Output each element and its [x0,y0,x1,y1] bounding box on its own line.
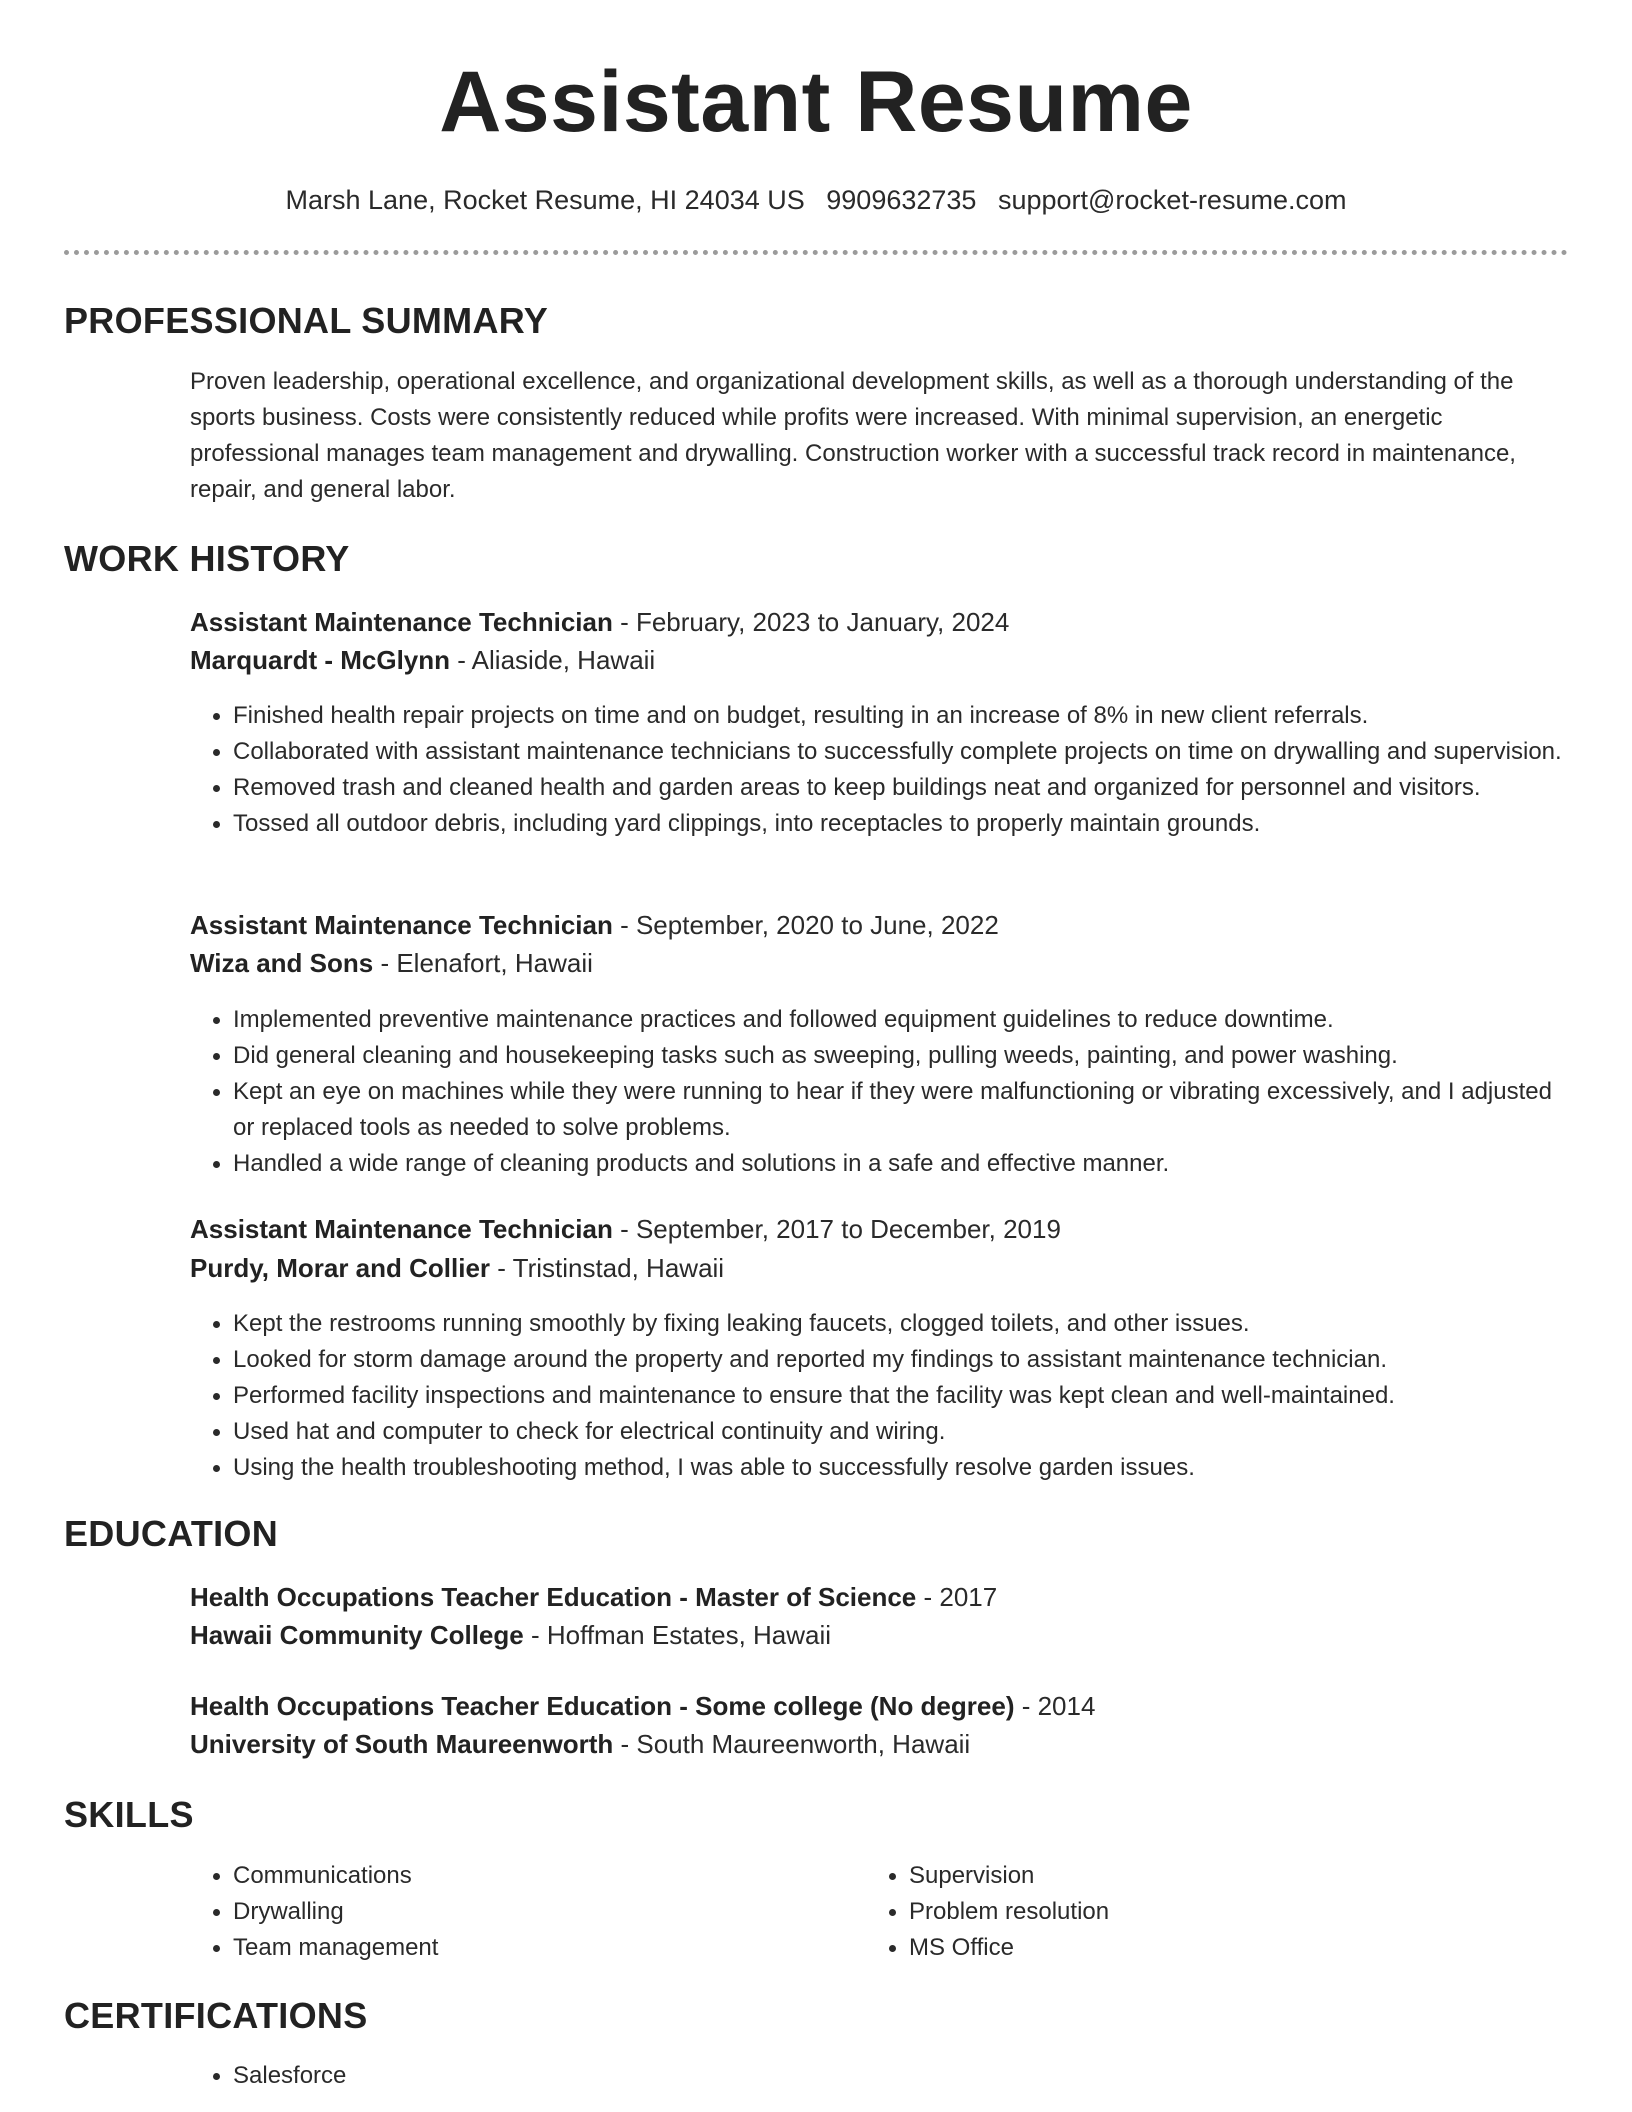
job-company: Purdy, Morar and Collier [190,1253,491,1283]
list-item: • Implemented preventive maintenance practices and followed equipment guidelines to reduce downtime. [233,1002,1573,1038]
education-degree-line [190,1687,1095,1725]
job-role: Assistant Maintenance Technician [190,1214,613,1244]
list-item: • Salesforce [233,2058,1573,2094]
job-location: - Aliaside, Hawaii [450,645,656,675]
job-company: Wiza and Sons [190,948,374,978]
list-item: • Handled a wide range of cleaning products and solutions in a safe and effective manner. [233,1146,1573,1182]
summary-text: Proven leadership, operational excellence, and organizational development skills, as well as a thorough understanding of the sports business. Costs were consistently reduced while profits were increased. With minimal supervision, an energetic professional manages team management and drywalling. Construction worker with a successful track record in maintenance, repair, and general labor. [190,368,1516,503]
certifications-list [190,2058,1573,2094]
list-item: • Tossed all outdoor debris, including yard clippings, into receptacles to properly maintain grounds. [233,806,1573,842]
job-role: Assistant Maintenance Technician [190,607,613,637]
job-title-line [190,1210,1061,1248]
list-item: • Team management [233,1930,853,1966]
contact-info [0,180,1632,220]
list-item: • Used hat and computer to check for electrical continuity and wiring. [233,1414,1573,1450]
list-item: • Looked for storm damage around the property and reported my findings to assistant maintenance technician. [233,1342,1573,1378]
skills-list-right [866,1858,1529,1966]
job-company-line [190,1249,724,1287]
list-item: • Kept the restrooms running smoothly by fixing leaking faucets, clogged toilets, and other issues. [233,1306,1573,1342]
job-company-line [190,641,655,679]
contact-address: Marsh Lane, Rocket Resume, HI 24034 US [285,185,805,215]
list-item: • MS Office [909,1930,1529,1966]
education-year: - 2014 [1014,1691,1096,1721]
job-company: Marquardt - McGlynn [190,645,451,675]
job-dates: - September, 2017 to December, 2019 [612,1214,1061,1244]
list-item: • Problem resolution [909,1894,1529,1930]
education-school: University of South Maureenworth [190,1729,614,1759]
list-item: • Performed facility inspections and maintenance to ensure that the facility was kept clean and well-maintained. [233,1378,1573,1414]
job-company-line [190,944,593,982]
contact-phone: 9909632735 [826,185,977,215]
education-degree-line [190,1578,997,1616]
section-title-summary: PROFESSIONAL SUMMARY [64,300,549,341]
list-item: • Removed trash and cleaned health and garden areas to keep buildings neat and organized for personnel and visitors. [233,770,1573,806]
education-location: - Hoffman Estates, Hawaii [523,1620,832,1650]
list-item: • Communications [233,1858,853,1894]
job-dates: - September, 2020 to June, 2022 [612,910,999,940]
education-degree: Health Occupations Teacher Education - Master of Science [190,1582,917,1612]
job-title-line [190,603,1009,641]
education-school-line [190,1725,970,1763]
list-item: • Finished health repair projects on time and on budget, resulting in an increase of 8% in new client referrals. [233,698,1573,734]
job-location: - Tristinstad, Hawaii [490,1253,725,1283]
job-location: - Elenafort, Hawaii [373,948,593,978]
job-bullets [190,698,1573,842]
contact-email[interactable]: support@rocket-resume.com [997,185,1347,215]
education-degree: Health Occupations Teacher Education - Some college (No degree) [190,1691,1015,1721]
list-item: • Did general cleaning and housekeeping tasks such as sweeping, pulling weeds, painting, and power washing. [233,1038,1573,1074]
section-title-education: EDUCATION [64,1513,279,1554]
education-location: - South Maureenworth, Hawaii [613,1729,971,1759]
job-bullets [190,1306,1573,1486]
job-dates: - February, 2023 to January, 2024 [612,607,1010,637]
section-title-certifications: CERTIFICATIONS [64,1995,368,2036]
list-item: • Supervision [909,1858,1529,1894]
job-title-line [190,906,999,944]
skills-list-left [190,1858,853,1966]
list-item: • Collaborated with assistant maintenance technicians to successfully complete projects on time on drywalling and supervision. [233,734,1573,770]
education-school: Hawaii Community College [190,1620,524,1650]
list-item: • Kept an eye on machines while they were running to hear if they were malfunctioning or vibrating excessively, and I adjusted or replaced tools as needed to solve problems. [233,1074,1573,1146]
job-role: Assistant Maintenance Technician [190,910,613,940]
education-school-line [190,1616,831,1654]
job-bullets [190,1002,1573,1182]
header-divider [64,250,1568,255]
resume-title: Assistant Resume [439,54,1193,150]
list-item: • Drywalling [233,1894,853,1930]
section-title-work: WORK HISTORY [64,538,350,579]
section-title-skills: SKILLS [64,1794,194,1835]
education-year: - 2017 [916,1582,998,1612]
list-item: • Using the health troubleshooting method, I was able to successfully resolve garden issues. [233,1450,1573,1486]
